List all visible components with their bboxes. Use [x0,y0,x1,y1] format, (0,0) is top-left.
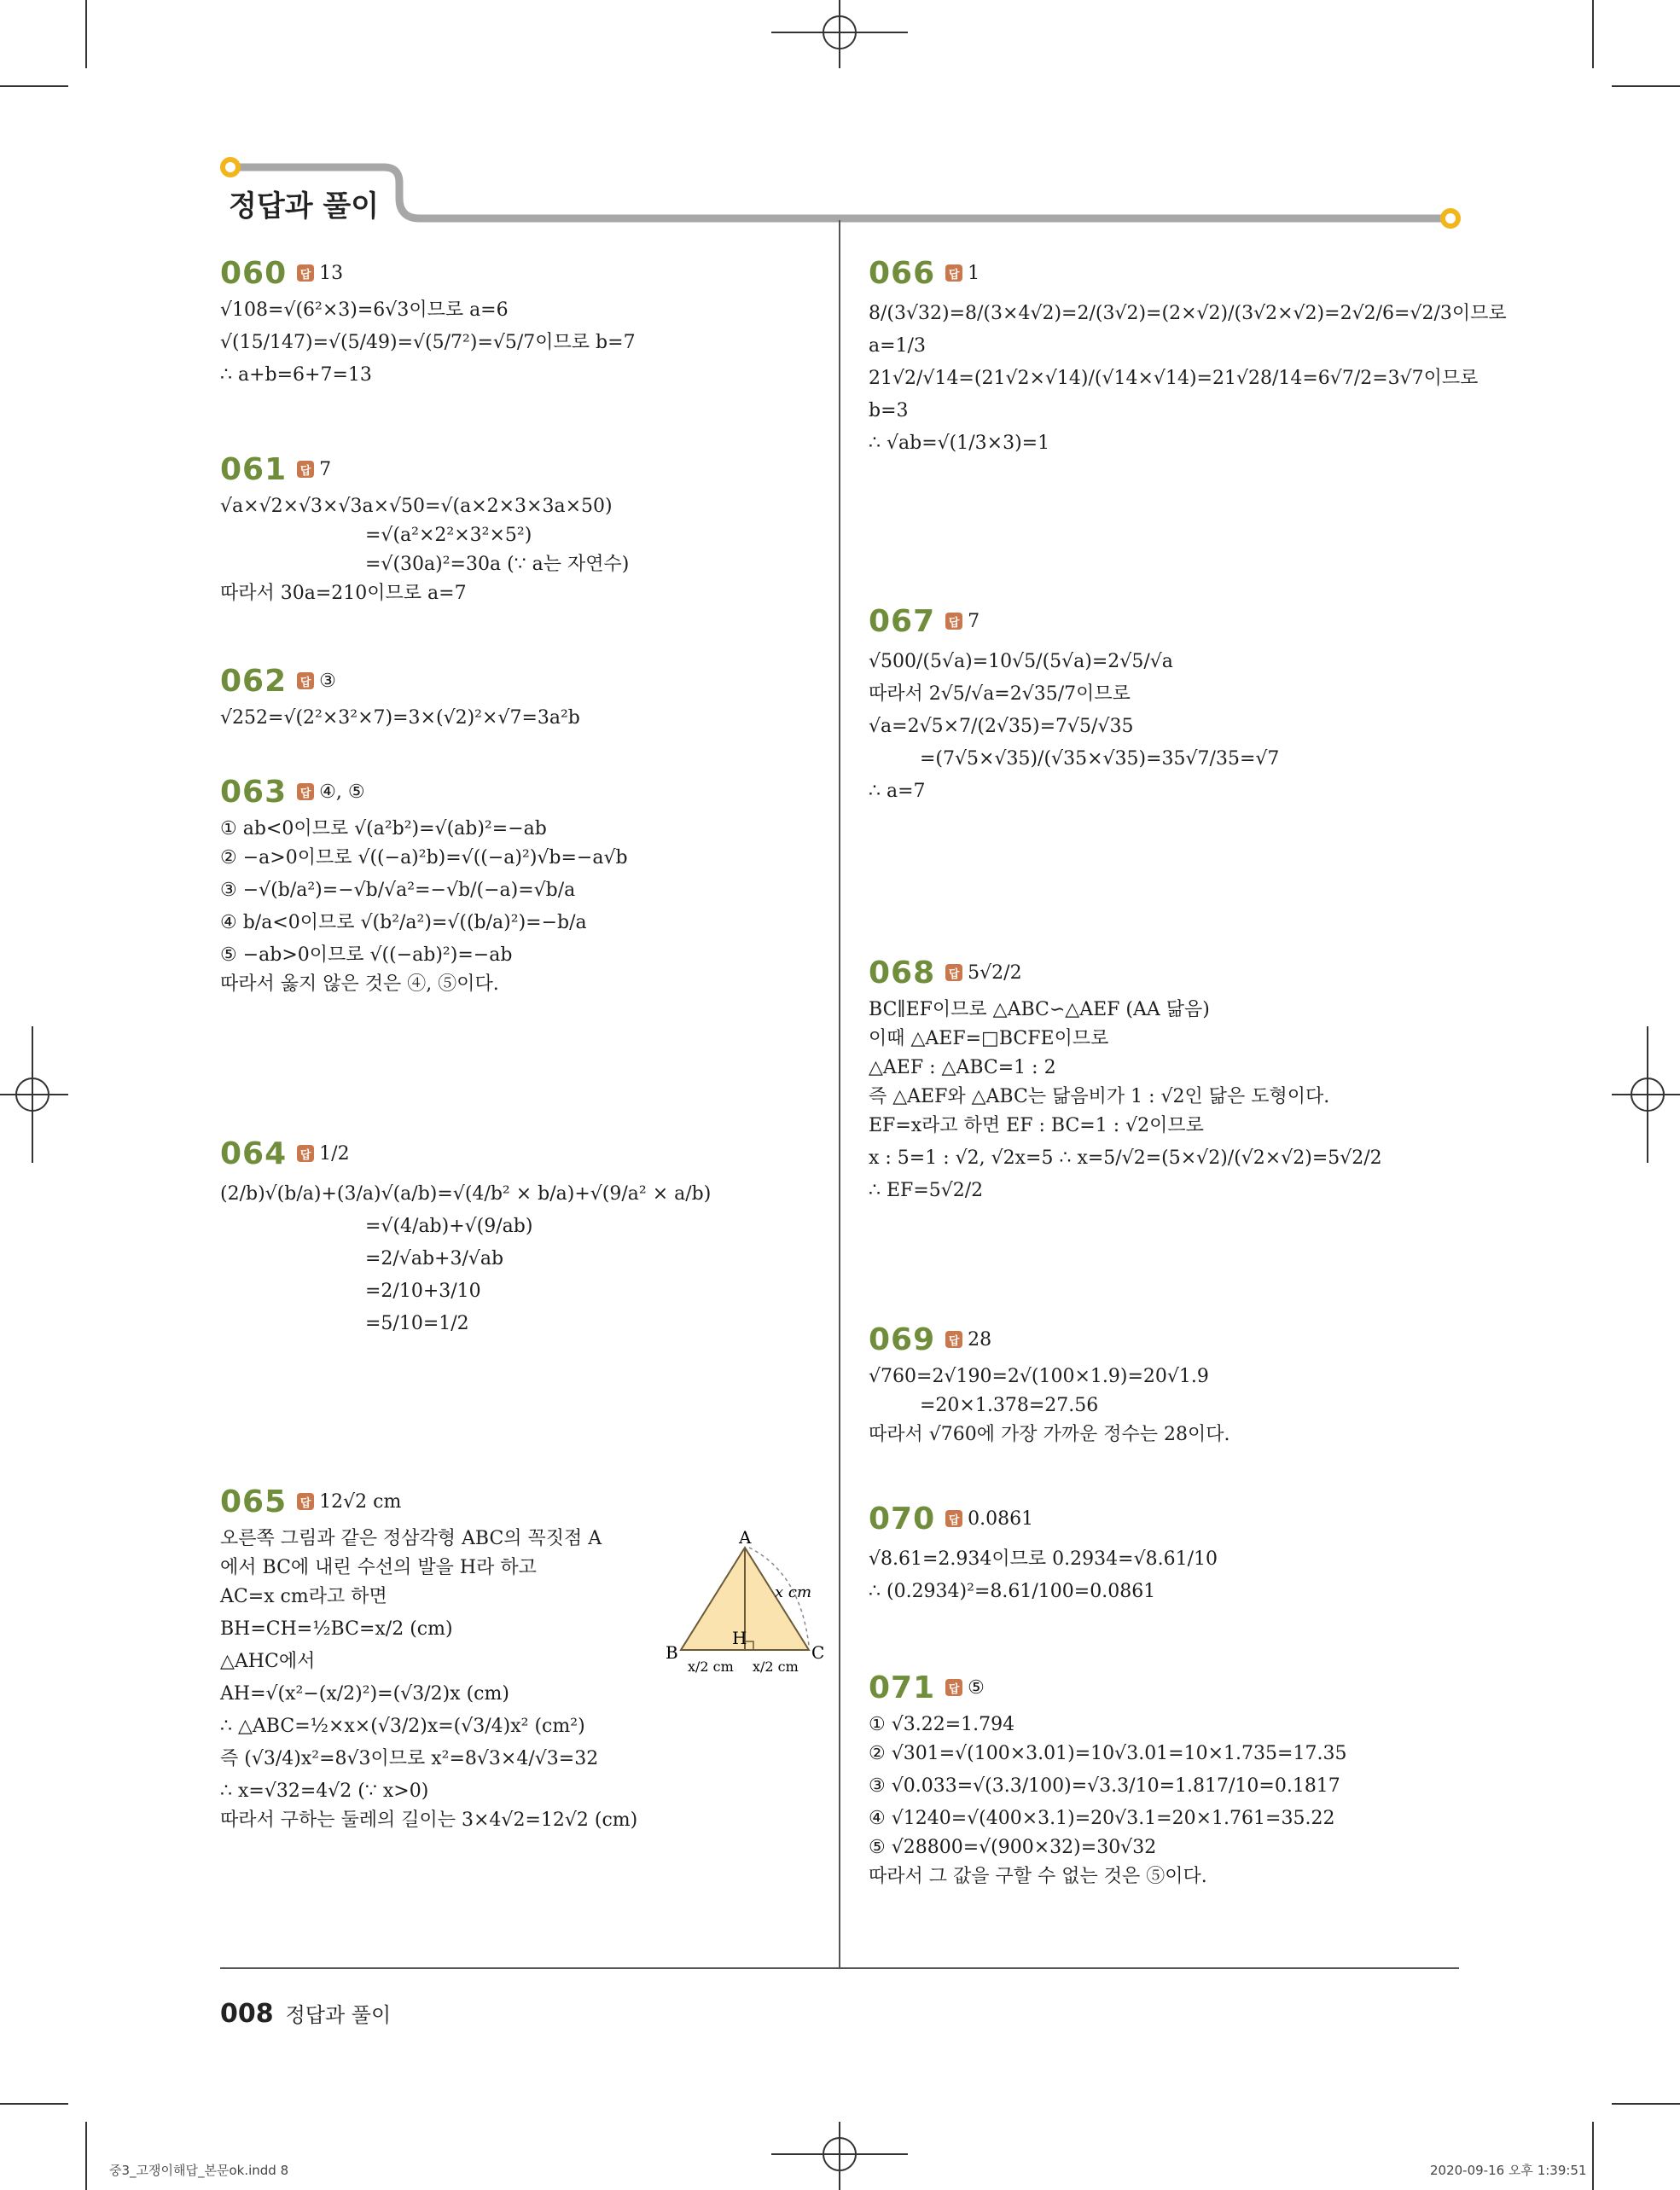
answer-value: ④, ⑤ [319,781,365,803]
answer-badge-icon: 답 [297,672,314,689]
solution-line: ∴ a+b=6+7=13 [220,364,372,386]
problem-071 [869,1667,1449,1894]
solution-line: (2/b)√(b/a)+(3/a)√(a/b)=√(4/b² × b/a)+√(9/a² × a/b) [220,1183,712,1205]
solution-line: ① √3.22=1.794 [869,1714,1015,1735]
solution-line: ① ab<0이므로 √(a²b²)=√(ab)²=−ab [220,818,547,839]
answer-value: ③ [319,670,336,692]
solution-line: 따라서 √760에 가장 가까운 정수는 28이다. [869,1424,1230,1445]
solution-line: =20×1.378=27.56 [920,1395,1099,1416]
answer-value: 28 [968,1328,992,1351]
registration-line [1612,1094,1680,1095]
problem-064 [220,1133,817,1345]
footer-label: 정답과 풀이 [285,2003,392,2027]
solution-line: =2/√ab+3/√ab [365,1248,504,1269]
page-number: 008 [220,1999,274,2029]
solution-line: √500/(5√a)=10√5/(5√a)=2√5/√a [869,651,1173,672]
problem-060 [220,253,817,392]
print-date-info: 2020-09-16 오후 1:39:51 [1430,2163,1587,2178]
answer-value: 13 [319,262,344,284]
answer-badge-icon: 답 [297,1493,314,1510]
header-rule [213,154,1468,230]
equilateral-triangle-figure [664,1531,826,1676]
registration-line [839,0,840,68]
problem-number: 070 [869,1501,936,1536]
answer-badge-icon: 답 [945,613,962,630]
answer-value: 7 [968,610,980,632]
crop-mark [85,0,87,68]
solution-line: =√(4/ab)+√(9/ab) [365,1216,533,1237]
solution-line: ∴ x=√32=4√2 (∵ x>0) [220,1780,429,1802]
vertex-c: C [811,1642,825,1663]
solution-line: EF=x라고 하면 EF : BC=1 : √2이므로 [869,1115,1204,1136]
bottom-rule [220,1967,1459,1969]
problem-number: 063 [220,774,288,810]
answer-value: 7 [319,458,332,480]
problem-068 [869,952,1449,1211]
answer-badge-icon: 답 [297,783,314,800]
header-dot-icon [223,160,238,175]
problem-061 [220,449,817,611]
registration-line [0,1094,68,1095]
solution-line: ⑤ −ab>0이므로 √((−ab)²)=−ab [220,944,513,966]
problem-069 [869,1319,1449,1452]
solution-line: √a=2√5×7/(2√35)=7√5/√35 [869,716,1134,737]
solution-line: △AHC에서 [220,1651,316,1672]
answer-badge-icon: 답 [297,264,314,282]
answer-value: ⑤ [968,1676,985,1699]
solution-line: 오른쪽 그림과 같은 정삼각형 ABC의 꼭짓점 A [220,1528,602,1549]
half-label-right: x/2 cm [753,1658,799,1675]
answer-value: 1 [968,262,980,284]
header-dot-icon [1443,211,1458,226]
problem-number: 066 [869,255,936,291]
solution-line: 즉 △AEF와 △ABC는 닮음비가 1 : √2인 닮은 도형이다. [869,1086,1330,1107]
solution-line: 따라서 옳지 않은 것은 ④, ⑤이다. [220,973,499,995]
problem-number: 067 [869,603,936,639]
problem-number: 060 [220,255,288,291]
solution-line: AH=√(x²−(x/2)²)=(√3/2)x (cm) [220,1683,509,1705]
solution-line: √252=√(2²×3²×7)=3×(√2)²×√7=3a²b [220,707,580,729]
registration-line [839,2122,840,2190]
page-footer [220,1998,391,2029]
solution-line: 즉 (√3/4)x²=8√3이므로 x²=8√3×4/√3=32 [220,1748,599,1769]
solution-line: ∴ △ABC=½×x×(√3/2)x=(√3/4)x² (cm²) [220,1716,585,1737]
solution-line: BH=CH=½BC=x/2 (cm) [220,1618,453,1640]
solution-line: ④ b/a<0이므로 √(b²/a²)=√((b/a)²)=−b/a [220,912,587,933]
solution-line: 21√2/√14=(21√2×√14)/(√14×√14)=21√28/14=6√7/2=3√7이므로 [869,368,1479,389]
crop-mark [1592,2122,1594,2190]
problem-number: 065 [220,1484,288,1519]
vertex-b: B [666,1642,678,1663]
crop-mark [85,2122,87,2190]
answer-badge-icon: 답 [945,964,962,981]
solution-line: 이때 △AEF=□BCFE이므로 [869,1028,1109,1049]
answer-value: 1/2 [319,1142,350,1165]
side-label: x cm [775,1583,812,1601]
crop-mark [0,85,68,87]
solution-line: ∴ EF=5√2/2 [869,1180,984,1201]
foot-h: H [732,1628,747,1648]
column-divider [839,220,840,1967]
problem-070 [869,1498,1449,1612]
problem-number: 068 [869,955,936,990]
solution-line: △AEF : △ABC=1 : 2 [869,1057,1056,1078]
problem-062 [220,660,817,735]
solution-line: b=3 [869,400,909,421]
solution-line: ∴ √ab=√(1/3×3)=1 [869,433,1050,454]
solution-line: x : 5=1 : √2, √2x=5 ∴ x=5/√2=(5×√2)/(√2×√2)=5√2/2 [869,1147,1382,1169]
solution-line: √8.61=2.934이므로 0.2934=√8.61/10 [869,1548,1218,1570]
problem-number: 064 [220,1136,288,1171]
problem-number: 071 [869,1670,936,1705]
answer-badge-icon: 답 [945,264,962,282]
solution-line: ② √301=√(100×3.01)=10√3.01=10×1.735=17.35 [869,1743,1347,1764]
solution-line: ∴ a=7 [869,781,926,802]
crop-mark [1592,0,1594,68]
problem-number: 061 [220,451,288,487]
problem-065 [220,1481,825,1838]
crop-mark [1612,2103,1680,2105]
solution-line: 따라서 2√5/√a=2√35/7이므로 [869,683,1131,705]
problem-066 [869,253,1507,464]
solution-line: =5/10=1/2 [365,1313,469,1334]
answer-badge-icon: 답 [945,1679,962,1696]
half-label-left: x/2 cm [688,1658,734,1675]
solution-line: √108=√(6²×3)=6√3이므로 a=6 [220,299,509,321]
answer-value: 12√2 cm [319,1490,402,1513]
solution-line: √a×√2×√3×√3a×√50=√(a×2×3×3a×50) [220,496,613,517]
solution-line: =√(30a)²=30a (∵ a는 자연수) [365,554,630,575]
problem-067 [869,601,1449,809]
print-file-info: 중3_고쟁이해답_본문ok.indd 8 [109,2163,289,2178]
solution-line: ③ √0.033=√(3.3/100)=√3.3/10=1.817/10=0.1817 [869,1775,1340,1797]
solution-line: ④ √1240=√(400×3.1)=20√3.1=20×1.761=35.22 [869,1808,1335,1829]
solution-line: 따라서 구하는 둘레의 길이는 3×4√2=12√2 (cm) [220,1810,638,1831]
solution-line: =2/10+3/10 [365,1281,481,1302]
solution-line: 따라서 30a=210이므로 a=7 [220,583,467,604]
solution-line: 에서 BC에 내린 수선의 발을 H라 하고 [220,1557,537,1578]
solution-line: √760=2√190=2√(100×1.9)=20√1.9 [869,1366,1209,1387]
answer-value: 0.0861 [968,1507,1034,1530]
crop-mark [1612,85,1680,87]
page-title: 정답과 풀이 [229,189,380,224]
solution-line: 따라서 그 값을 구할 수 없는 것은 ⑤이다. [869,1866,1207,1887]
vertex-a: A [739,1531,752,1548]
solution-line: AC=x cm라고 하면 [220,1586,387,1607]
problem-number: 062 [220,663,288,699]
answer-badge-icon: 답 [297,461,314,478]
answer-value: 5√2/2 [968,961,1022,984]
solution-line: BC∥EF이므로 △ABC∽△AEF (AA 닮음) [869,999,1210,1020]
problem-number: 069 [869,1322,936,1357]
answer-badge-icon: 답 [945,1510,962,1527]
solution-line: a=1/3 [869,335,926,357]
crop-mark [0,2103,68,2105]
solution-line: ② −a>0이므로 √((−a)²b)=√((−a)²)√b=−a√b [220,847,628,868]
solution-line: =(7√5×√35)/(√35×√35)=35√7/35=√7 [920,748,1280,770]
problem-063 [220,771,817,1002]
answer-badge-icon: 답 [945,1331,962,1348]
solution-line: ⑤ √28800=√(900×32)=30√32 [869,1837,1157,1858]
solution-line: =√(a²×2²×3²×5²) [365,525,532,546]
solution-line: ③ −√(b/a²)=−√b/√a²=−√b/(−a)=√b/a [220,880,576,901]
solution-line: 8/(3√32)=8/(3×4√2)=2/(3√2)=(2×√2)/(3√2×√2)=2√2/6=√2/3이므로 [869,303,1507,324]
solution-line: √(15/147)=√(5/49)=√(5/7²)=√5/7이므로 b=7 [220,332,636,353]
solution-line: ∴ (0.2934)²=8.61/100=0.0861 [869,1581,1156,1602]
answer-badge-icon: 답 [297,1145,314,1162]
